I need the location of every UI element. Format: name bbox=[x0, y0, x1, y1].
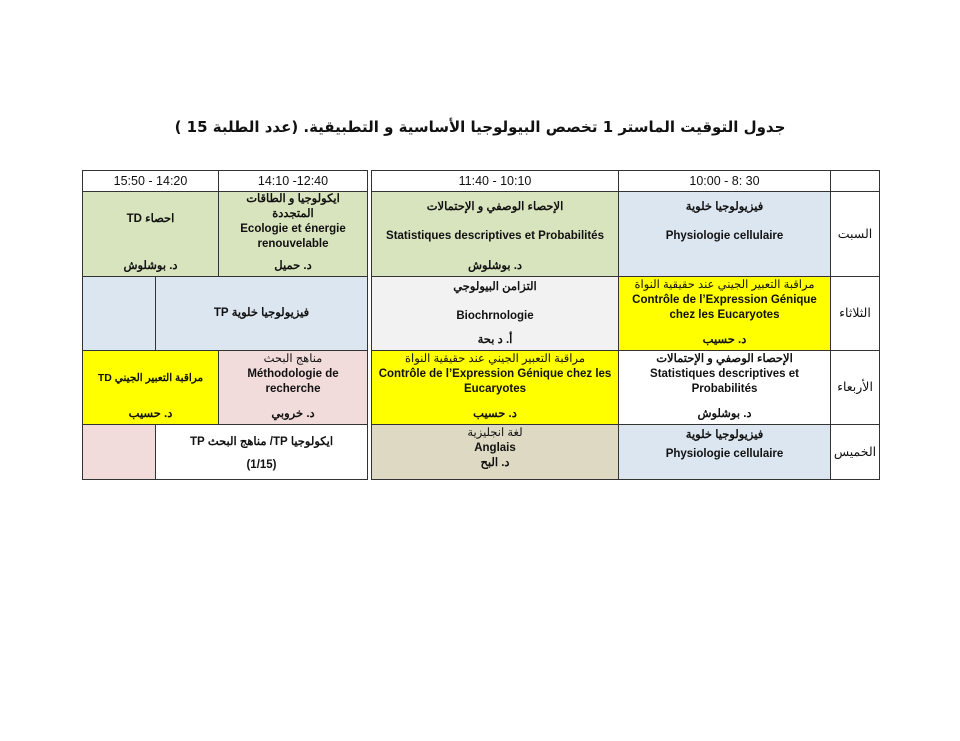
sat-stats-ar: الإحصاء الوصفي و الإحتمالات bbox=[426, 201, 564, 213]
time-header-1: 15:50 - 14:20 bbox=[82, 170, 219, 192]
tue-biochrono-ar: التزامن البيولوجي bbox=[453, 281, 537, 293]
wed-prof-1: د. بوشلوش bbox=[697, 408, 752, 420]
thu-prof-2: د. البح bbox=[480, 457, 510, 469]
wed-method-fr1: Méthodologie de bbox=[247, 368, 339, 380]
tue-slot-1 bbox=[618, 276, 831, 351]
thu-group-note: (1/15) bbox=[246, 459, 277, 471]
wed-td-gene: مراقبة التعبير الجيني TD bbox=[97, 372, 204, 384]
sat-physio-ar: فيزيولوجيا خلوية bbox=[685, 201, 764, 213]
sat-physio-fr: Physiologie cellulaire bbox=[665, 230, 784, 242]
wed-method-ar: مناهج البحث bbox=[263, 353, 323, 365]
wed-gene-ar: مراقبة التعبير الجيني عند حقيقية النواة bbox=[404, 353, 585, 365]
thu-english-ar: لغة انجليزية bbox=[467, 427, 523, 439]
day-thursday: الخميس bbox=[830, 424, 880, 480]
sat-prof-2: د. بوشلوش bbox=[467, 260, 523, 272]
sat-ecology-fr1: Ecologie et énergie bbox=[240, 223, 346, 235]
sat-slot-3 bbox=[218, 191, 368, 277]
thu-slot-empty bbox=[82, 424, 156, 480]
sat-td-stats: احصاء TD bbox=[126, 213, 175, 225]
day-saturday: السبت bbox=[830, 191, 880, 277]
tue-prof-1: د. حسيب bbox=[702, 334, 747, 346]
sat-prof-3: د. حميل bbox=[274, 260, 312, 272]
page-title: جدول التوقيت الماستر 1 تخصص البيولوجيا الأساسية و التطبيقية. (عدد الطلبة 15 ) bbox=[174, 118, 786, 136]
thu-physio-ar: فيزيولوجيا خلوية bbox=[685, 429, 764, 441]
tue-slot-3 bbox=[155, 276, 368, 351]
wed-slot-3 bbox=[218, 350, 368, 425]
thu-slot-2 bbox=[371, 424, 619, 480]
sat-slot-1 bbox=[618, 191, 831, 277]
tue-slot-empty bbox=[82, 276, 156, 351]
timetable bbox=[82, 170, 880, 480]
tue-gene-fr2: chez les Eucaryotes bbox=[669, 309, 780, 321]
wed-slot-1 bbox=[618, 350, 831, 425]
wed-stats-ar: الإحصاء الوصفي و الإحتمالات bbox=[656, 353, 793, 365]
tue-biochrono-fr: Biochrnologie bbox=[456, 310, 534, 322]
thu-slot-1 bbox=[618, 424, 831, 480]
tue-prof-2: أ. د بحة bbox=[477, 334, 513, 346]
time-header-3: 11:40 - 10:10 bbox=[371, 170, 619, 192]
column-separator bbox=[367, 170, 372, 480]
wed-gene-fr2: Eucaryotes bbox=[463, 383, 526, 395]
wed-slot-2 bbox=[371, 350, 619, 425]
thu-slot-3 bbox=[155, 424, 368, 480]
sat-slot-2 bbox=[371, 191, 619, 277]
sat-ecology-fr2: renouvelable bbox=[257, 238, 329, 250]
wed-prof-3: د. خروبي bbox=[271, 408, 315, 420]
sat-ecology-ar1: ايكولوجيا و الطاقات bbox=[246, 193, 340, 205]
wed-prof-2: د. حسيب bbox=[473, 408, 517, 420]
wed-prof-4: د. حسيب bbox=[128, 408, 173, 420]
day-wednesday: الأربعاء bbox=[830, 350, 880, 425]
corner-cell bbox=[830, 170, 880, 192]
tue-slot-2 bbox=[371, 276, 619, 351]
wed-slot-4 bbox=[82, 350, 219, 425]
sat-stats-fr: Statistiques descriptives et Probabilités bbox=[386, 230, 604, 242]
thu-english-fr: Anglais bbox=[474, 442, 516, 454]
tue-gene-ar: مراقبة التعبير الجيني عند حقيقية النواة bbox=[634, 279, 815, 291]
wed-stats-fr2: Probabilités bbox=[691, 383, 758, 395]
thu-tp-ecology-method: ايكولوجيا TP/ مناهج البحث TP bbox=[189, 436, 334, 448]
time-header-2: 14:10 -12:40 bbox=[218, 170, 368, 192]
tue-tp-physio: فيزيولوجيا خلوية TP bbox=[213, 307, 310, 319]
tue-gene-fr1: Contrôle de l’Expression Génique bbox=[632, 294, 817, 306]
wed-method-fr2: recherche bbox=[265, 383, 321, 395]
sat-slot-4 bbox=[82, 191, 219, 277]
time-header-4: 10:00 - 8: 30 bbox=[618, 170, 831, 192]
wed-stats-fr1: Statistiques descriptives et bbox=[650, 368, 799, 380]
day-tuesday: الثلاثاء bbox=[830, 276, 880, 351]
wed-gene-fr1: Contrôle de l’Expression Génique chez les bbox=[378, 368, 612, 380]
sat-ecology-ar2: المتجددة bbox=[272, 208, 314, 220]
sat-prof-4: د. بوشلوش bbox=[123, 260, 178, 272]
thu-physio-fr: Physiologie cellulaire bbox=[665, 448, 784, 460]
